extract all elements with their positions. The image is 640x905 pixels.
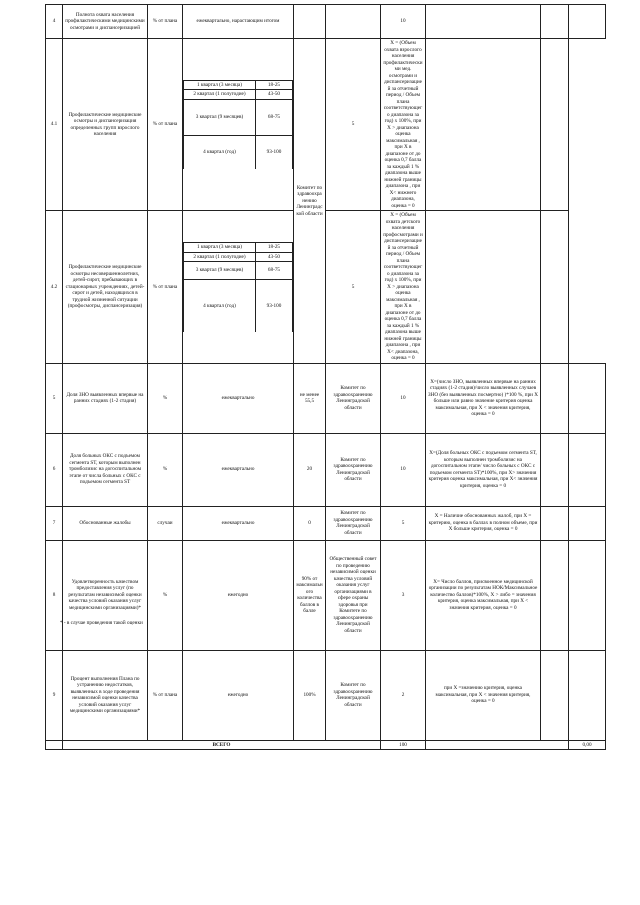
source-cell: Общественный совет по проведению независимой оценки качества условий оказания услуг организациями в сфере охраны здоровья при Комитете по здравоохранению Ленинградской области — [326, 540, 381, 650]
fact-cell — [426, 39, 541, 211]
quarter-value: 18-25 — [255, 80, 292, 90]
total-score: 0,00 — [569, 740, 606, 750]
score-cell — [541, 211, 569, 364]
table-row — [46, 433, 606, 506]
quarter-label: 1 квартал (3 месяца) — [184, 80, 256, 90]
formula-cell — [426, 5, 541, 39]
unit-cell: % от плана — [148, 5, 183, 39]
unit-cell: % — [148, 363, 183, 433]
weight-cell: 5 — [326, 211, 381, 364]
row-number: 6 — [46, 433, 63, 506]
target-cell: 100% — [294, 650, 326, 740]
source-cell: Комитет по здравоохранению Ленинградской области — [326, 433, 381, 506]
indicator-name: Полнота охвата населения профилактическими медицинскими осмотрами и диспансеризацией — [63, 5, 148, 39]
formula-cell: Х = (Объем охвата взрослого населения профилактическими мед. осмотрами и диспансеризацией за отчетный период / Объем плана соответствующего диапазона за год) х 100%, при Х > диапазона оценка максимальная , при Х в диапазоне от до оценка 0,7 балла за каждый 1 % диапазона выше нижней границы диапазона , при Х< нижнего диапазона, оценка = 0 — [381, 39, 426, 211]
unit-cell: % — [148, 433, 183, 506]
period-cell: ежеквартально — [183, 506, 294, 540]
unit-cell: % — [148, 540, 183, 650]
quarter-targets — [183, 211, 294, 364]
formula-cell: Х=(число ЗНО, выявленных впервые на ранних стадиях (1-2 стадия)/число выявленных случаев ЗНО (без выявленных посмертно) )*100 %, при Х больше или равно значение критерия оценка максимальная, при Х < значения критерия, оценка = 0 — [426, 363, 541, 433]
source-cell: Комитет по здравоохранению Ленинградской области — [326, 650, 381, 740]
formula-cell: Х = Наличие обоснованных жалоб, при Х = критерию, оценка в баллах в полном объеме, при Х больше критерия, оценка = 0 — [426, 506, 541, 540]
quarter-label: 2 квартал (1 полугодие) — [184, 90, 256, 100]
weight-cell: 10 — [381, 5, 426, 39]
source-cell: Комитет по здравоохранению Ленинградской области — [326, 506, 381, 540]
row-number — [46, 740, 63, 750]
total-row — [46, 740, 606, 750]
target-cell — [294, 5, 326, 39]
period-cell: ежегодно — [183, 650, 294, 740]
source-cell: Комитет по здравоохранению Ленинградской области — [326, 363, 381, 433]
indicator-name: Профилактические медицинские осмотры несовершеннолетних, детей-сирот, пребывающих в стационарных учреждениях, детей-сирот и детей, находящихся в трудной жизненной ситуации (профосмотры, диспансеризация) — [63, 211, 148, 364]
indicator-name: Обоснованные жалобы — [63, 506, 148, 540]
fact-cell — [541, 5, 569, 39]
row-number: 8 — [46, 540, 63, 650]
quarter-label: 3 квартал (9 месяцев) — [184, 262, 256, 280]
target-cell: 0 — [294, 506, 326, 540]
score-cell — [569, 363, 606, 433]
table-row — [46, 540, 606, 650]
target-cell: 90% от максимальн ого количества баллов в балле — [294, 540, 326, 650]
total-label: ВСЕГО — [63, 740, 381, 750]
indicator-name: Процент выполнения Плана по устранению недостатков, выявленных в ходе проведения независимой оценки качества условий оказания услуг медицинскими организациями* — [63, 650, 148, 740]
row-number: 5 — [46, 363, 63, 433]
quarter-label: 1 квартал (3 месяца) — [184, 243, 256, 253]
formula-cell: Х = (Объем охвата детского населения профосмотрами и диспансеризацией за отчетный период / Объем плана соответствующего диапазона за год) х 100%, при Х > диапазона оценка максимальная , при Х в диапазоне от до оценка 0,7 балла за каждый 1 % диапазона выше нижней границы диапазона , при Х< диапазона, оценка = 0 — [381, 211, 426, 364]
quarter-label: 3 квартал (9 месяцев) — [184, 99, 256, 135]
fact-cell — [541, 433, 569, 506]
quarter-label: 4 квартал (год) — [184, 135, 256, 169]
weight-cell: 2 — [381, 650, 426, 740]
row-number: 9 — [46, 650, 63, 740]
score-cell — [541, 39, 569, 211]
quarter-value: 93-100 — [255, 135, 292, 169]
row-number: 4.1 — [46, 39, 63, 211]
row-number: 4 — [46, 5, 63, 39]
formula-cell: Х= Число баллов, присвоенное медицинской организации по результатам НОК/Максимальное количество баллов)*100%, Х > либо = значения критерия, оценка максимальная, при Х < значения критерия, оценка = 0 — [426, 540, 541, 650]
period-cell: ежеквартально, нарастающим итогом — [183, 5, 294, 39]
fact-cell — [541, 650, 569, 740]
table-row — [46, 506, 606, 540]
score-cell — [569, 433, 606, 506]
fact-cell — [426, 211, 541, 364]
weight-cell: 10 — [381, 433, 426, 506]
total-weight: 100 — [381, 740, 426, 750]
row-number: 7 — [46, 506, 63, 540]
quarter-value: 68-75 — [255, 262, 292, 280]
quarter-value: 43-50 — [255, 90, 292, 100]
weight-cell: 5 — [326, 39, 381, 211]
indicator-name: Доля ЗНО выявленных впервые на ранних стадиях (1-2 стадия) — [63, 363, 148, 433]
fact-cell — [541, 363, 569, 433]
indicator-name: Доля больных ОКС с подъемом сегмента ST, которым выполнен тромболизис на догоспитальном этапе от числа больных с ОКС с подъемом сегмента ST — [63, 433, 148, 506]
fact-cell — [541, 540, 569, 650]
quarter-label: 2 квартал (1 полугодие) — [184, 252, 256, 262]
quarter-value: 68-75 — [255, 99, 292, 135]
score-cell — [569, 650, 606, 740]
quarter-value: 93-100 — [255, 280, 292, 332]
row-number: 4.2 — [46, 211, 63, 364]
table-row — [46, 363, 606, 433]
weight-cell: 10 — [381, 363, 426, 433]
quarter-label: 4 квартал (год) — [184, 280, 256, 332]
target-cell: 20 — [294, 433, 326, 506]
table-row — [46, 650, 606, 740]
criteria-table — [45, 4, 606, 750]
quarter-value: 18-25 — [255, 243, 292, 253]
score-cell — [569, 540, 606, 650]
quarter-value: 43-50 — [255, 252, 292, 262]
indicator-name: Профилактические медицинские осмотры и диспансеризация определенных групп взрослого населения — [63, 39, 148, 211]
source-cell: Комитет по здравоохранению Ленинградской области — [294, 39, 326, 364]
fact-cell — [541, 506, 569, 540]
source-cell — [326, 5, 381, 39]
weight-cell: 5 — [381, 506, 426, 540]
score-cell — [569, 5, 606, 39]
weight-cell: 3 — [381, 540, 426, 650]
formula-cell: Х=(Доля больных ОКС с подъемом сегмента ST, которым выполнен тромболизис на догоспитальном этапе/ число больных с ОКС с подъемом сегмента ST)*100%, при Х> значения критерия оценка максимальная, при Х< значения критерия, оценка = 0 — [426, 433, 541, 506]
footnote: * - в случае проведения такой оценки — [60, 620, 143, 626]
period-cell: ежеквартально — [183, 363, 294, 433]
indicator-name: Удовлетворенность качеством предоставления услуг (по результатам независимой оценки качества условий оказания услуг медицинскими организациями)* — [63, 540, 148, 650]
score-cell — [569, 506, 606, 540]
table-row — [46, 39, 606, 211]
period-cell: ежегодно — [183, 540, 294, 650]
target-cell: не менее 55,5 — [294, 363, 326, 433]
total-fact — [426, 740, 569, 750]
formula-cell: при Х =значению критерия, оценка максимальная, при Х < значения критерия, оценка = 0 — [426, 650, 541, 740]
unit-cell: случаи — [148, 506, 183, 540]
table-row — [46, 211, 606, 364]
unit-cell: % от плана — [148, 650, 183, 740]
unit-cell: % от плана — [148, 211, 183, 364]
unit-cell: % от плана — [148, 39, 183, 211]
quarter-targets — [183, 39, 294, 211]
table-row — [46, 5, 606, 39]
period-cell: ежеквартально — [183, 433, 294, 506]
